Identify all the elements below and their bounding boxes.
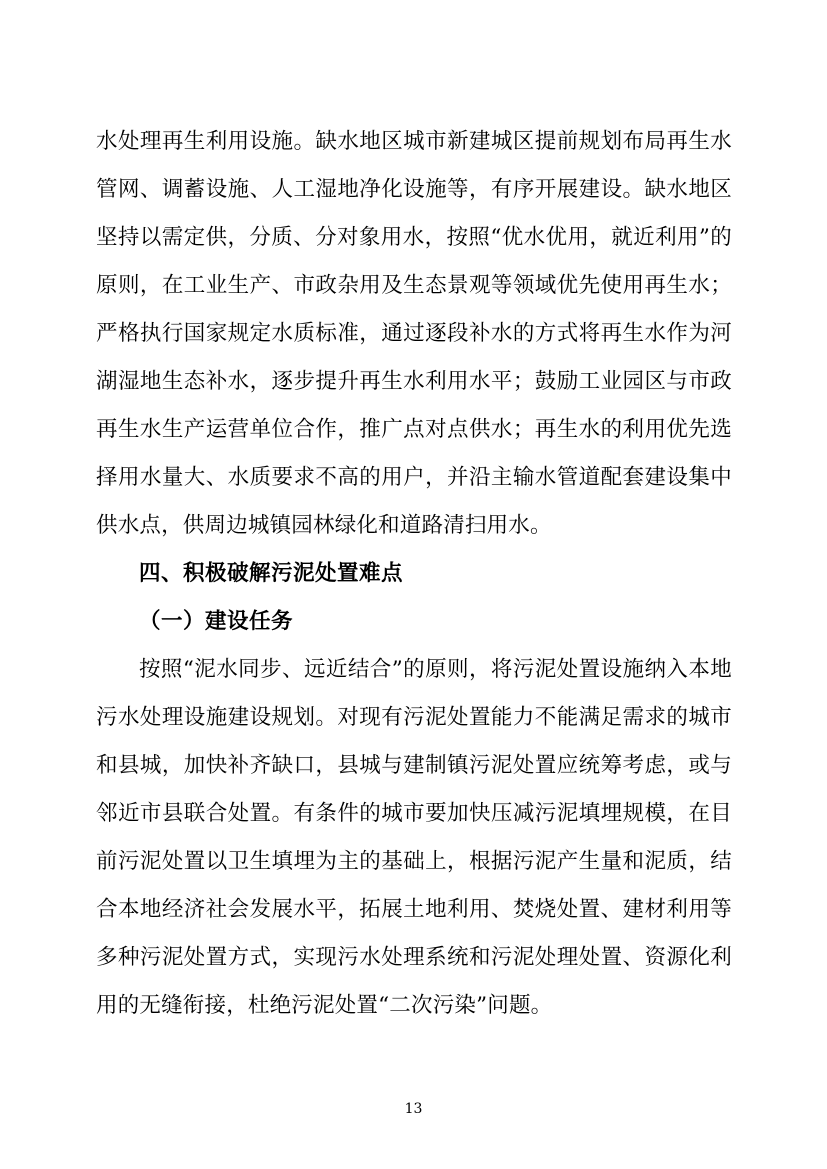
paragraph-continuation: 水处理再生利用设施。缺水地区城市新建城区提前规划布局再生水管网、调蓄设施、人工湿地净化设施等，有序开展建设。缺水地区坚持以需定供，分质、分对象用水，按照“优水优用，就近利用”的原则，在工业生产、市政杂用及生态景观等领域优先使用再生水；严格执行国家规定水质标准，通过逐段补水的方式将再生水作为河湖湿地生态补水，逐步提升再生水利用水平；鼓励工业园区与市政再生水生产运营单位合作，推广点对点供水；再生水的利用优先选择用水量大、水质要求不高的用户，并沿主输水管道配套建设集中供水点，供周边城镇园林绿化和道路清扫用水。 xyxy=(96,129,732,538)
document-body xyxy=(96,118,732,1030)
paragraph-construction-task: 按照“泥水同步、远近结合”的原则，将污泥处置设施纳入本地污水处理设施建设规划。对现有污泥处置能力不能满足需求的城市和县城，加快补齐缺口，县城与建制镇污泥处置应统筹考虑，或与邻近市县联合处置。有条件的城市要加快压减污泥填埋规模，在目前污泥处置以卫生填埋为主的基础上，根据污泥产生量和泥质，结合本地经济社会发展水平，拓展土地利用、焚烧处置、建材利用等多种污泥处置方式，实现污水处理系统和污泥处理处置、资源化利用的无缝衔接，杜绝污泥处置“二次污染”问题。 xyxy=(96,657,732,1018)
section-heading: 四、积极破解污泥处置难点 xyxy=(139,561,404,586)
sub-heading: （一）建设任务 xyxy=(139,609,294,634)
page-number: 13 xyxy=(404,1101,423,1117)
